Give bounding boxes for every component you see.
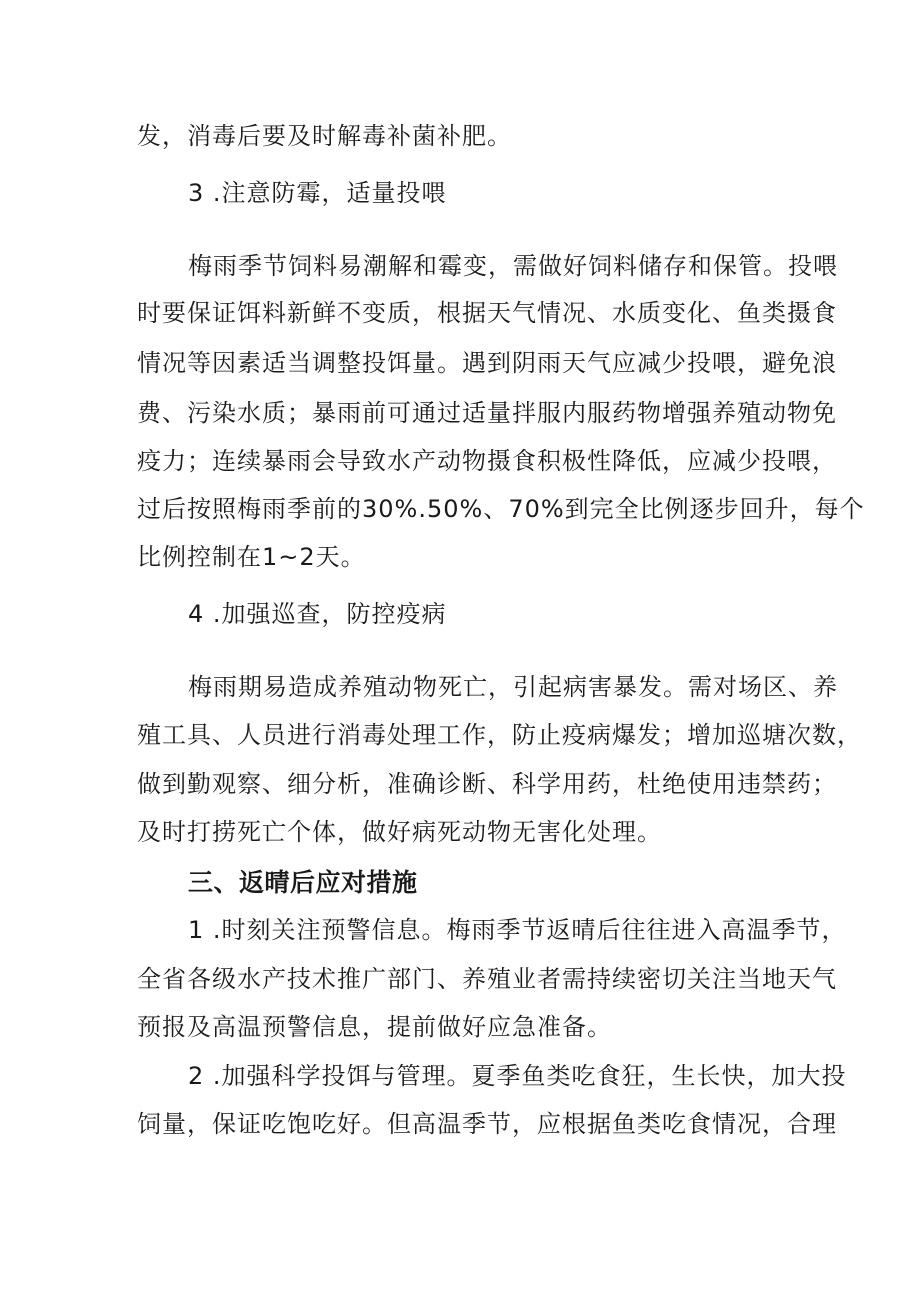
paragraph-line: 时要保证饵料新鲜不变质，根据天气情况、水质变化、鱼类摄食 xyxy=(137,299,837,327)
paragraph-line: 比例控制在1~2天。 xyxy=(137,543,366,571)
paragraph-line: 预报及高温预警信息，提前做好应急准备。 xyxy=(137,1013,612,1041)
paragraph-line: 及时打捞死亡个体，做好病死动物无害化处理。 xyxy=(137,818,662,846)
paragraph-line: 发，消毒后要及时解毒补菌补肥。 xyxy=(137,122,512,150)
paragraph-line: 2 .加强科学投饵与管理。夏季鱼类吃食狂，生长快，加大投 xyxy=(188,1062,847,1090)
paragraph-line: 梅雨季节饲料易潮解和霉变，需做好饲料储存和保管。投喂 xyxy=(188,252,838,280)
subheading-4: 4 .加强巡查，防控疫病 xyxy=(188,600,447,628)
subheading-3: 3 .注意防霉，适量投喂 xyxy=(188,179,447,207)
paragraph-line: 做到勤观察、细分析，准确诊断、科学用药，杜绝使用违禁药； xyxy=(137,770,837,798)
paragraph-line: 全省各级水产技术推广部门、养殖业者需持续密切关注当地天气 xyxy=(137,965,837,993)
paragraph-line: 梅雨期易造成养殖动物死亡，引起病害暴发。需对场区、养 xyxy=(188,673,838,701)
paragraph-line: 过后按照梅雨季前的30%.50%、70%到完全比例逐步回升，每个 xyxy=(137,495,865,523)
paragraph-line: 疫力；连续暴雨会导致水产动物摄食积极性降低，应减少投喂， xyxy=(137,447,837,475)
paragraph-line: 1 .时刻关注预警信息。梅雨季节返晴后往往进入高温季节， xyxy=(188,916,847,944)
paragraph-line: 殖工具、人员进行消毒处理工作，防止疫病爆发；增加巡塘次数， xyxy=(137,721,862,749)
section-heading: 三、返晴后应对措施 xyxy=(188,868,418,897)
paragraph-line: 费、污染水质；暴雨前可通过适量拌服内服药物增强养殖动物免 xyxy=(137,399,837,427)
paragraph-line: 情况等因素适当调整投饵量。遇到阴雨天气应减少投喂，避免浪 xyxy=(137,349,837,377)
paragraph-line: 饲量，保证吃饱吃好。但高温季节，应根据鱼类吃食情况，合理 xyxy=(137,1110,837,1138)
